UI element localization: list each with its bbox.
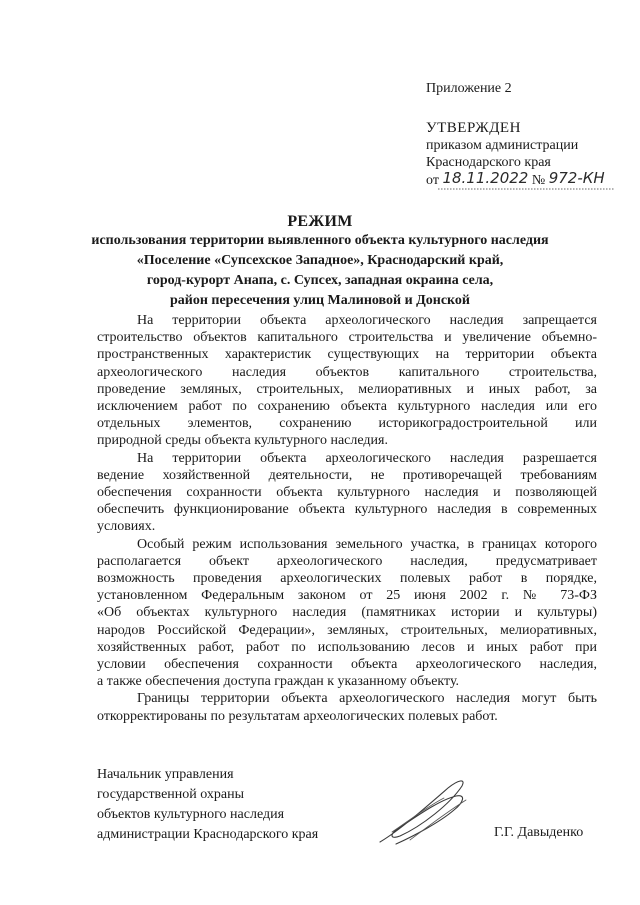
paragraph-line: исключением работ по сохранению объекта культурного наследия или его	[97, 399, 597, 415]
paragraph-2	[97, 450, 597, 536]
paragraph-line: хозяйственных работ, работ по использованию лесов и иных работ при	[97, 639, 597, 655]
handwritten-signature	[370, 770, 480, 850]
paragraph-line: условии обеспечения сохранности объекта археологического наследия,	[97, 657, 597, 673]
paragraph-line: откорректированы по результатам археологических полевых работ.	[97, 708, 498, 724]
paragraph-line: На территории объекта археологического наследия разрешается	[137, 450, 597, 466]
paragraph-line: пространственных характеристик существующих на территории объекта	[97, 347, 597, 363]
paragraph-line: Особый режим использования земельного участка, в границах которого	[137, 536, 597, 552]
paragraph-line: «Об объектах культурного наследия (памятниках истории и культуры)	[97, 605, 597, 621]
approval-block	[426, 120, 626, 191]
paragraph-line: установленном Федеральным законом от 25 июня 2002 г. № 73-ФЗ	[97, 588, 597, 604]
paragraph-line: отдельных элементов, сохранению историкоградостроительной или	[97, 416, 597, 432]
paragraph-3	[97, 536, 597, 691]
paragraph-line: природной среды объекта культурного наследия.	[97, 433, 388, 449]
approved-by-line-2: Краснодарского края	[426, 155, 551, 170]
paragraph-line: обеспечения сохранности объекта культурного наследия и позволяющей	[97, 485, 597, 501]
position-line-4: администрации Краснодарского края	[97, 827, 319, 842]
paragraph-line: ведение хозяйственной деятельности, не противоречащей требованиям	[97, 467, 597, 483]
approved-by-line-1: приказом администрации	[426, 138, 579, 153]
paragraph-4	[97, 690, 597, 724]
signer-name: Г.Г. Давыденко	[494, 825, 584, 840]
approval-date-row	[426, 171, 626, 191]
date-prefix: от	[426, 173, 439, 188]
paragraph-line: строительство объектов капитального строительства и увеличение объемно-	[97, 330, 597, 346]
paragraph-line: условиях.	[97, 519, 156, 535]
appendix-label: Приложение 2	[426, 81, 512, 96]
paragraph-line: а также обеспечения доступа граждан к указанному объекту.	[97, 674, 460, 690]
paragraph-line: Границы территории объекта археологического наследия могут быть	[137, 691, 597, 707]
title-main: РЕЖИМ	[287, 213, 353, 230]
number-prefix: №	[531, 173, 546, 188]
paragraph-line: археологического наследия объектов капитального строительства,	[97, 364, 597, 380]
document-title	[60, 212, 580, 311]
title-line-3: город-курорт Анапа, с. Супсех, западная окраина села,	[146, 273, 494, 288]
approved-heading: УТВЕРЖДЕН	[426, 120, 521, 136]
handwritten-date: 18.11.2022	[442, 169, 529, 187]
position-line-2: государственной охраны	[97, 787, 245, 802]
handwritten-number: 972-КН	[548, 169, 605, 187]
document-body	[97, 312, 597, 725]
paragraph-line: проведение земляных, строительных, мелиоративных и иных работ, за	[97, 381, 597, 397]
date-underline	[426, 187, 616, 193]
position-line-3: объектов культурного наследия	[97, 807, 285, 822]
title-line-2: «Поселение «Супсехское Западное», Краснодарский край,	[136, 253, 504, 268]
title-line-1: использования территории выявленного объекта культурного наследия	[91, 233, 549, 248]
title-line-4: район пересечения улиц Малиновой и Донской	[169, 293, 470, 308]
signatory-position	[97, 765, 318, 845]
paragraph-line: обеспечить функционирование объекта культурного наследия в современных	[97, 502, 597, 518]
paragraph-line: На территории объекта археологического наследия запрещается	[137, 313, 597, 328]
paragraph-line: народов Российской Федерации», земляных, строительных, мелиоративных,	[97, 622, 597, 638]
position-line-1: Начальник управления	[97, 767, 234, 782]
paragraph-1	[97, 312, 597, 450]
paragraph-line: возможность проведения археологических полевых работ в порядке,	[97, 571, 597, 587]
paragraph-line: располагается объект археологического наследия, предусматривает	[97, 553, 597, 569]
